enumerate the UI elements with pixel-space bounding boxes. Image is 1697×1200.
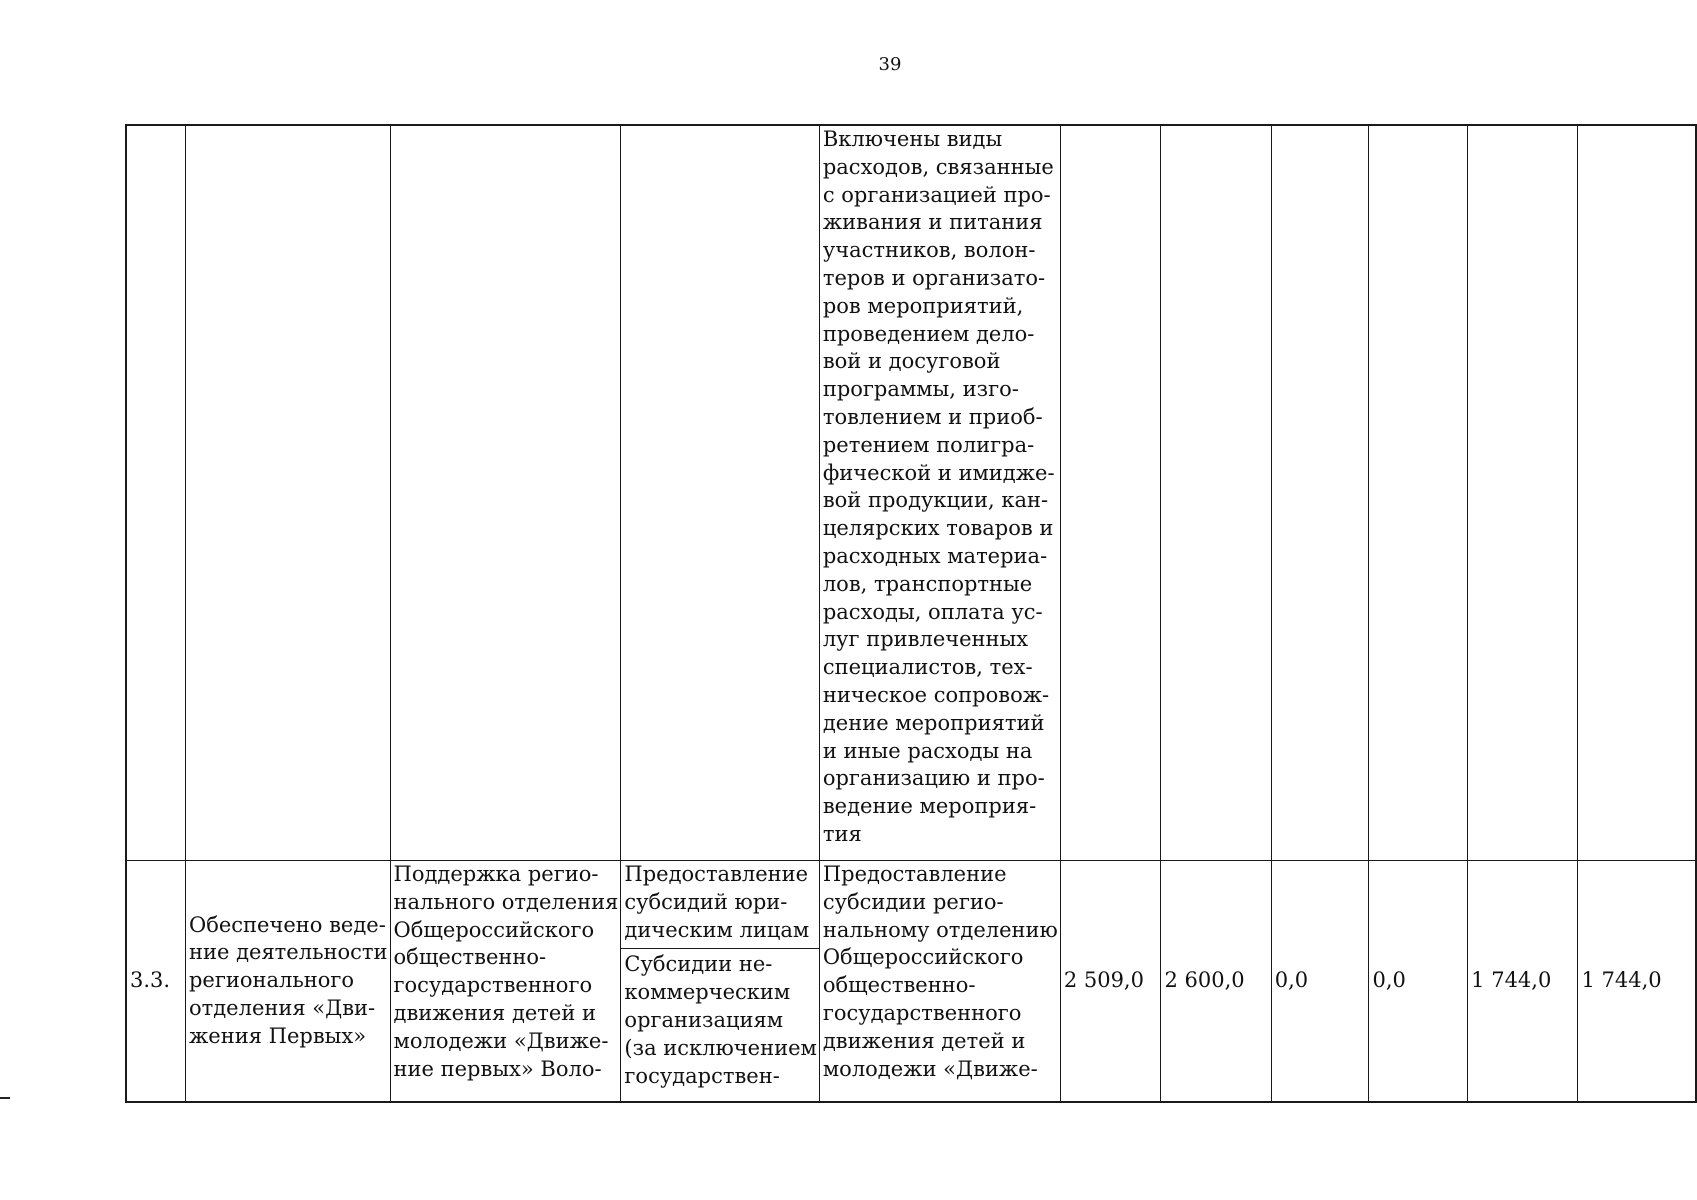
measure-cell: [390, 125, 621, 861]
description-line: товлением и приоб-: [822, 404, 1043, 429]
measure-cell: [390, 861, 621, 1103]
expense-type-cell: [621, 125, 819, 861]
description-line: Включены виды: [822, 127, 1003, 151]
result-cell: [185, 861, 390, 1103]
amount-cell: 1 744,0: [1578, 861, 1696, 1103]
amount-cell: [1271, 125, 1369, 861]
table-body: [126, 125, 1696, 1102]
description-line: Предоставление: [822, 862, 1007, 886]
description-line: специалистов, тех-: [822, 655, 1033, 680]
expense-subtype-line: Субсидии не-: [624, 952, 773, 977]
description-line: расходных материа-: [822, 543, 1048, 568]
row-number-cell: 3.3.: [126, 861, 185, 1103]
measure-line: молодежи «Движе-: [393, 1028, 609, 1053]
table-row: [126, 125, 1696, 861]
expense-type-sub: [624, 949, 816, 1090]
description-line: расходы, оплата ус-: [822, 599, 1043, 624]
description-line: лов, транспортные: [822, 571, 1033, 596]
description-line: вой продукции, кан-: [822, 488, 1049, 513]
measure-line: государственного: [393, 973, 593, 998]
description-cell: [819, 125, 1060, 861]
description-line: общественно-: [822, 973, 976, 998]
description-line: ров мероприятий,: [822, 293, 1024, 318]
measure-line: ние первых» Воло-: [393, 1056, 602, 1081]
description-line: тия: [822, 821, 862, 846]
description-line: организацию и про-: [822, 766, 1045, 791]
description-line: фической и имидже-: [822, 460, 1055, 485]
expense-subtype-line: государствен-: [624, 1063, 780, 1088]
expense-type-line: дическим лицам: [624, 917, 810, 942]
description-line: движения детей и: [822, 1028, 1026, 1053]
description-line: Общероссийского: [822, 945, 1024, 970]
amount-cell: [1468, 125, 1578, 861]
measure-line: общественно-: [393, 945, 547, 970]
result-line: ние деятельности: [188, 940, 388, 965]
description-line: ведение мероприя-: [822, 794, 1037, 819]
measure-line: Общероссийского: [393, 917, 595, 942]
description-line: государственного: [822, 1000, 1022, 1025]
amount-cell: 0,0: [1369, 861, 1468, 1103]
expense-type-line: субсидий юри-: [624, 889, 788, 914]
description-line: дение мероприятий: [822, 710, 1045, 735]
page-number: 39: [878, 54, 902, 75]
description-line: с организацией про-: [822, 182, 1051, 207]
description-line: молодежи «Движе-: [822, 1056, 1038, 1081]
description-line: субсидии регио-: [822, 889, 1004, 914]
amount-cell: 2 600,0: [1161, 861, 1271, 1103]
row-number-cell: [126, 125, 185, 861]
expense-subtype-line: коммерческим: [624, 980, 791, 1005]
description-line: участников, волон-: [822, 238, 1036, 263]
description-line: ническое сопровож-: [822, 682, 1050, 707]
amount-cell: 2 509,0: [1060, 861, 1161, 1103]
description-line: проведением дело-: [822, 321, 1035, 346]
result-line: жения Первых»: [188, 1023, 367, 1048]
expense-type-line: Предоставление: [624, 862, 809, 886]
result-line: отделения «Дви-: [188, 995, 376, 1020]
result-line: Обеспечено веде-: [188, 912, 386, 937]
measure-line: нального отделения: [393, 889, 619, 914]
description-line: программы, изго-: [822, 377, 1019, 402]
amount-cell: [1578, 125, 1696, 861]
measure-line: Поддержка регио-: [393, 862, 599, 886]
description-line: теров и организато-: [822, 265, 1046, 290]
description-line: и иные расходы на: [822, 738, 1033, 763]
expense-type-cell: [621, 861, 819, 1103]
description-cell: [819, 861, 1060, 1103]
expense-subtype-line: (за исключением: [624, 1035, 817, 1060]
result-line: регионального: [188, 968, 355, 993]
description-line: нальному отделению: [822, 917, 1058, 942]
table-row: [126, 861, 1696, 1103]
result-cell: [185, 125, 390, 861]
amount-cell: [1060, 125, 1161, 861]
amount-cell: [1161, 125, 1271, 861]
description-line: луг привлеченных: [822, 627, 1029, 652]
amount-cell: [1369, 125, 1468, 861]
description-line: вой и досуговой: [822, 349, 1001, 374]
description-line: ретением полигра-: [822, 432, 1035, 457]
expense-type-main: [621, 861, 818, 949]
budget-table: [125, 124, 1697, 1103]
description-line: расходов, связанные: [822, 154, 1054, 179]
description-line: целярских товаров и: [822, 516, 1054, 541]
measure-line: движения детей и: [393, 1000, 597, 1025]
margin-mark: [0, 1097, 10, 1099]
amount-cell: 1 744,0: [1468, 861, 1578, 1103]
expense-subtype-line: организациям: [624, 1007, 784, 1032]
amount-cell: 0,0: [1271, 861, 1369, 1103]
description-line: живания и питания: [822, 210, 1043, 235]
